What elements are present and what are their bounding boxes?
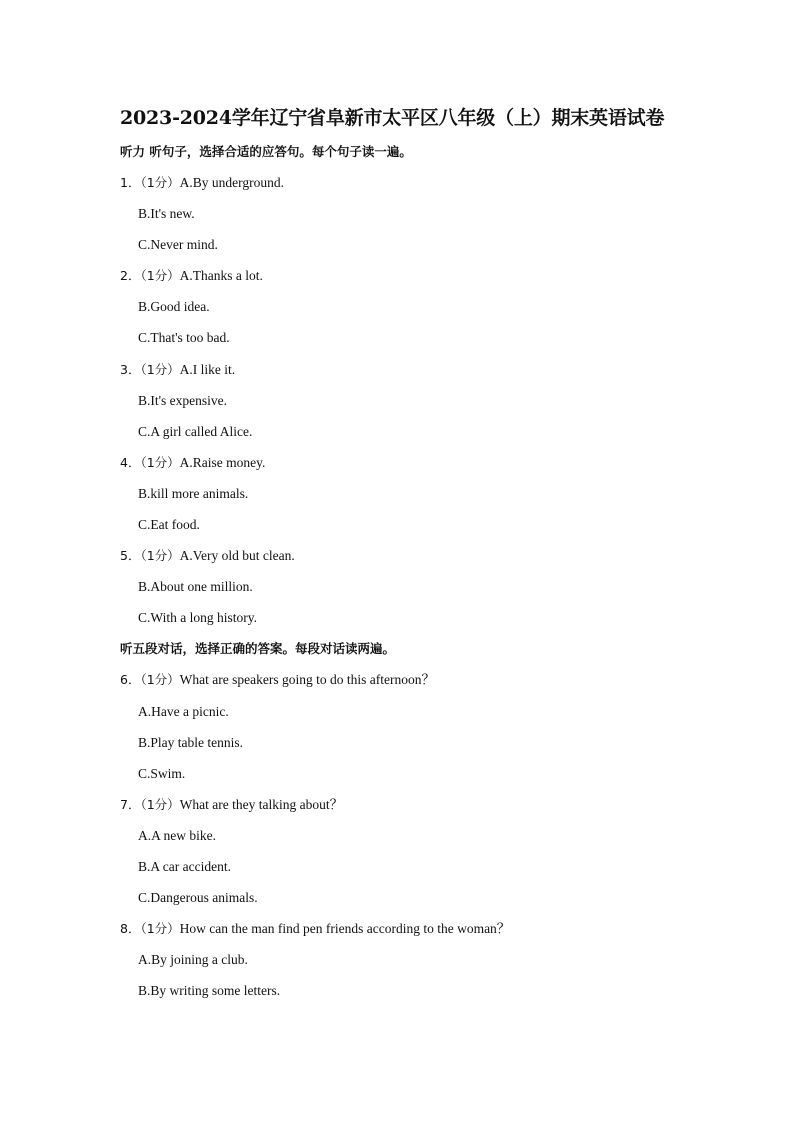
question-8 [120, 918, 694, 1001]
question-7 [120, 794, 694, 908]
question-line [120, 359, 694, 380]
question-score: （1分） [140, 672, 180, 688]
option-a: A.By joining a club. [138, 952, 248, 968]
question-score: （1分） [140, 175, 180, 190]
question-number: 2． [120, 268, 141, 284]
question-1 [120, 172, 694, 255]
option-b: B.Good idea. [138, 299, 210, 315]
question-line [120, 452, 694, 473]
option-a: A.Raise money. [179, 454, 266, 470]
question-score: （1分） [140, 548, 180, 564]
option-b: B.It's new. [138, 206, 195, 222]
question-score: （1分） [140, 921, 180, 937]
question-line [120, 172, 694, 193]
option-a: A.I like it. [179, 361, 236, 377]
option-c: C.Dangerous animals. [138, 890, 258, 906]
option-a: A.Very old but clean. [179, 548, 295, 564]
question-number: 3． [120, 361, 141, 377]
question-2 [120, 265, 694, 348]
question-number: 6． [120, 672, 141, 688]
section-heading-1: 听力 听句子，选择合适的应答句。每个句子读一遍。 [120, 144, 412, 159]
option-b: B.Play table tennis. [138, 734, 243, 750]
option-b: B.By writing some letters. [138, 983, 281, 999]
option-c: C.Eat food. [138, 517, 200, 533]
question-number: 1． [120, 175, 141, 190]
question-number: 4． [120, 454, 141, 470]
option-a: A.Have a picnic. [138, 703, 229, 719]
question-line [120, 794, 694, 815]
question-line [120, 918, 694, 939]
question-number: 7． [120, 796, 141, 812]
question-5 [120, 545, 694, 628]
question-line [120, 265, 694, 286]
option-c: C.Never mind. [138, 237, 218, 253]
question-number: 5． [120, 548, 141, 564]
option-c: C.With a long history. [138, 610, 257, 626]
question-number: 8． [120, 921, 141, 937]
question-score: （1分） [140, 454, 180, 470]
question-6 [120, 669, 694, 783]
question-3 [120, 359, 694, 442]
question-line [120, 669, 694, 690]
question-score: （1分） [140, 796, 180, 812]
question-stem: What are speakers going to do this afternoon？ [179, 672, 435, 688]
question-score: （1分） [140, 268, 180, 284]
option-c: C.A girl called Alice. [138, 423, 253, 439]
exam-title: 2023-2024学年辽宁省阜新市太平区八年级（上）期末英语试卷 [120, 107, 665, 129]
option-b: B.A car accident. [138, 858, 231, 874]
option-c: C.Swim. [138, 765, 186, 781]
option-b: B.About one million. [138, 579, 253, 595]
option-c: C.That's too bad. [138, 330, 230, 346]
question-line [120, 545, 694, 566]
option-a: A.Thanks a lot. [179, 268, 263, 284]
option-b: B.It's expensive. [138, 392, 228, 408]
question-stem: What are they talking about？ [179, 796, 344, 812]
question-stem: How can the man find pen friends according to the woman？ [179, 921, 511, 937]
section-heading-2: 听五段对话，选择正确的答案。每段对话读两遍。 [120, 641, 396, 657]
question-4 [120, 452, 694, 535]
question-score: （1分） [140, 361, 180, 377]
option-a: A.By underground. [179, 175, 285, 190]
option-a: A.A new bike. [138, 827, 216, 843]
option-b: B.kill more animals. [138, 485, 249, 501]
